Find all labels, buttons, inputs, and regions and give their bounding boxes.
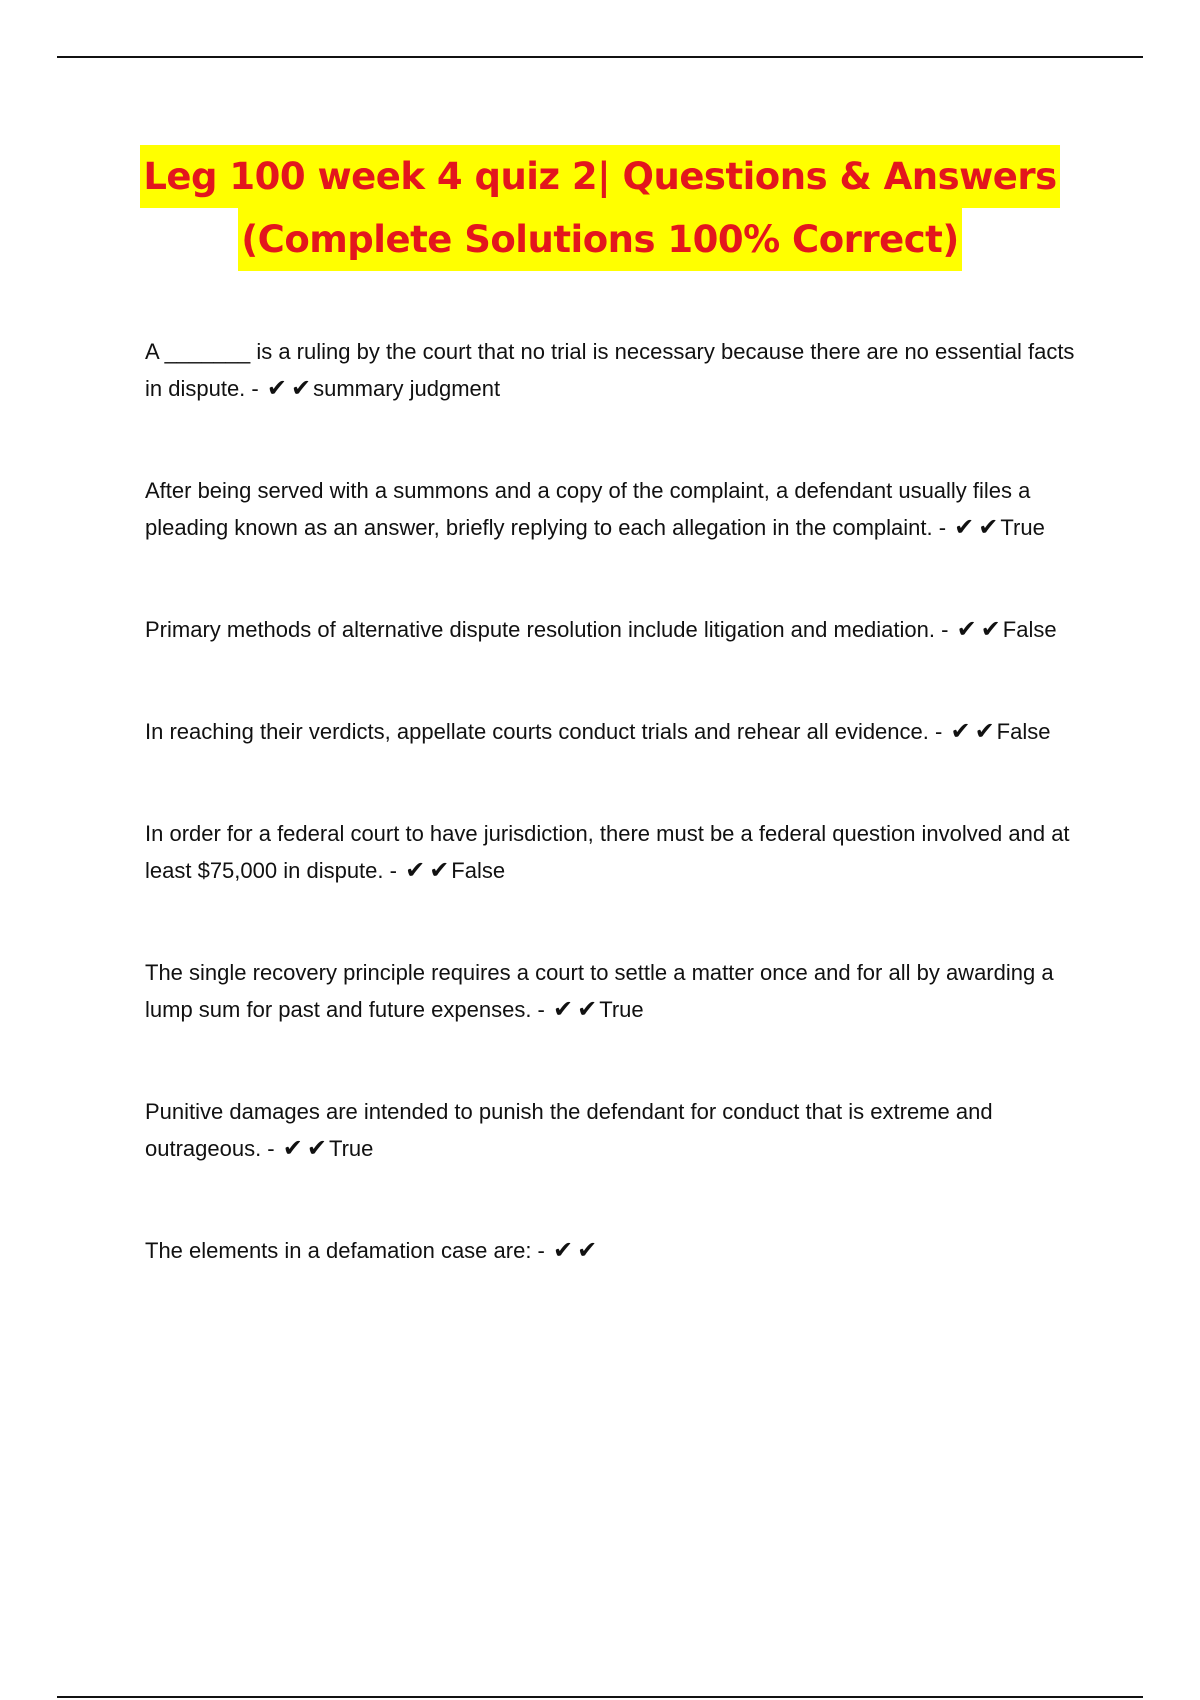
check-icon: ✔ <box>954 514 975 541</box>
check-icon: ✔ <box>290 375 312 402</box>
qa-list <box>145 333 1095 1334</box>
title-line-1: Leg 100 week 4 quiz 2| Questions & Answers <box>140 145 1059 208</box>
check-icon: ✔ <box>306 1135 327 1162</box>
answer-text: False <box>451 858 506 883</box>
qa-item-7 <box>145 1093 1095 1167</box>
question-text: In order for a federal court to have jurisdiction, there must be a federal question involved and at least $75,000 in dispute. - <box>145 821 1070 883</box>
check-icon: ✔ <box>978 514 999 541</box>
check-icon: ✔ <box>405 857 426 884</box>
check-icon: ✔ <box>950 718 971 745</box>
check-icon: ✔ <box>577 1237 598 1264</box>
answer-text: False <box>1002 617 1057 642</box>
answer-text: False <box>996 719 1051 744</box>
question-text: Punitive damages are intended to punish the defendant for conduct that is extreme and outrageous. - <box>145 1099 993 1161</box>
question-text: After being served with a summons and a copy of the complaint, a defendant usually files a pleading known as an answer, briefly replying to each allegation in the complaint. - <box>145 478 1031 540</box>
answer-text: True <box>599 997 644 1022</box>
qa-item-3 <box>145 611 1095 648</box>
qa-item-4 <box>145 713 1095 750</box>
question-text: Primary methods of alternative dispute resolution include litigation and mediation. - <box>145 617 949 642</box>
check-icon: ✔ <box>553 1237 574 1264</box>
title-line-2: (Complete Solutions 100% Correct) <box>238 208 961 271</box>
answer-text: True <box>1000 515 1045 540</box>
check-icon: ✔ <box>956 616 977 643</box>
question-text: The single recovery principle requires a court to settle a matter once and for all by awarding a lump sum for past and future expenses. - <box>145 960 1054 1022</box>
qa-item-8 <box>145 1232 1095 1269</box>
qa-item-6 <box>145 954 1095 1028</box>
check-icon: ✔ <box>980 616 1001 643</box>
header-rule <box>57 56 1143 58</box>
qa-item-2 <box>145 472 1095 546</box>
check-icon: ✔ <box>282 1135 303 1162</box>
check-icon: ✔ <box>577 996 598 1023</box>
check-icon: ✔ <box>429 857 450 884</box>
question-text: In reaching their verdicts, appellate courts conduct trials and rehear all evidence. - <box>145 719 943 744</box>
footer-rule <box>57 1696 1143 1698</box>
check-icon: ✔ <box>974 718 995 745</box>
document-title <box>0 145 1200 271</box>
answer-text: summary judgment <box>313 376 501 401</box>
question-text: A _______ is a ruling by the court that no trial is necessary because there are no essential facts in dispute. - <box>145 339 1075 401</box>
check-icon: ✔ <box>553 996 574 1023</box>
question-text: The elements in a defamation case are: - <box>145 1238 545 1263</box>
check-icon: ✔ <box>266 375 287 402</box>
answer-text: True <box>328 1136 374 1161</box>
qa-item-5 <box>145 815 1095 889</box>
qa-item-1 <box>145 333 1095 407</box>
